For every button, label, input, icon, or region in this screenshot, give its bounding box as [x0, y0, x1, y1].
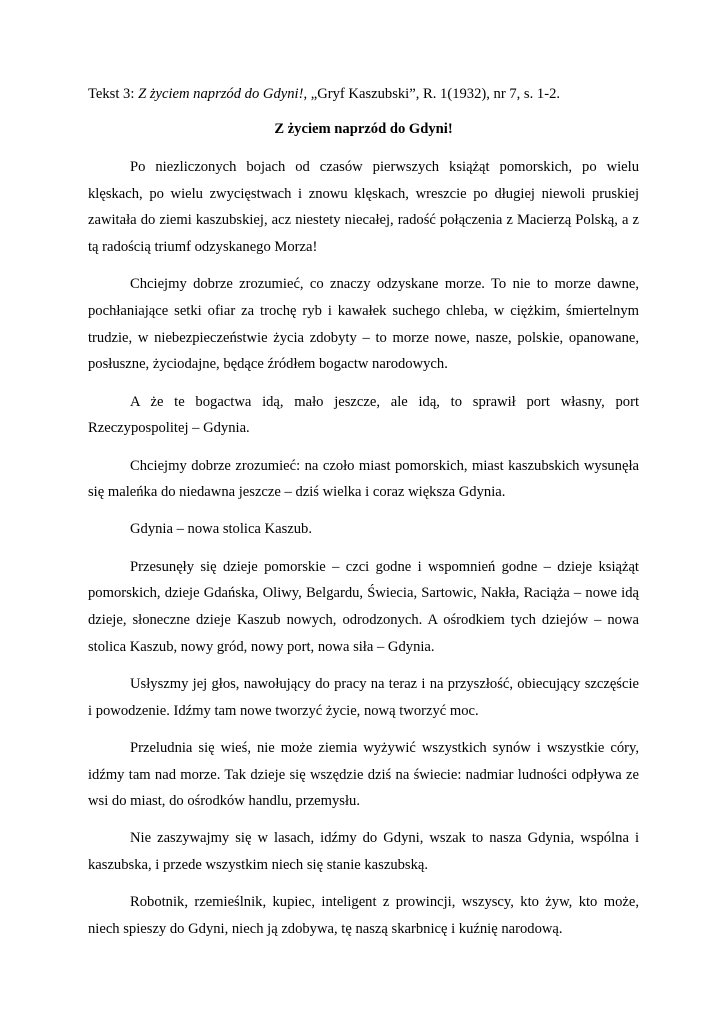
document-page: [88, 80, 639, 953]
paragraph: Przeludnia się wieś, nie może ziemia wyżywić wszystkich synów i wszystkie córy, idźmy tam nad morze. Tak dzieje się wszędzie dziś na świecie: nadmiar ludności odpływa ze wsi do miast, do ośrodków handlu, przemysłu.: [88, 739, 639, 810]
paragraph: Chciejmy dobrze zrozumieć, co znaczy odzyskane morze. To nie to morze dawne, pochłaniające setki ofiar za trochę ryb i kawałek suchego chleba, w ciężkim, śmiertelnym trudzie, w niebezpieczeństwie życia zdobyty – to morze nowe, nasze, polskie, opanowane, posłuszne, życiodajne, będące źródłem bogactw narodowych.: [88, 276, 639, 373]
paragraph: Po niezliczonych bojach od czasów pierwszych książąt pomorskich, po wielu klęskach, po wielu zwycięstwach i znowu klęskach, wreszcie po długiej niewoli pruskiej zawitała do ziemi kaszubskiej, acz niestety niecałej, radość połączenia z Macierzą Polską, a z tą radością triumf odzyskanego Morza!: [88, 159, 639, 256]
paragraph: Chciejmy dobrze zrozumieć: na czoło miast pomorskich, miast kaszubskich wysunęła się maleńka do niedawna jeszcze – dziś wielka i coraz większa Gdynia.: [88, 457, 639, 501]
paragraph: A że te bogactwa idą, mało jeszcze, ale idą, to sprawił port własny, port Rzeczypospolitej – Gdynia.: [88, 393, 639, 437]
source-prefix: Tekst 3:: [88, 86, 139, 102]
paragraph: Gdynia – nowa stolica Kaszub.: [130, 521, 312, 538]
paragraph: Robotnik, rzemieślnik, kupiec, inteligent z prowincji, wszyscy, kto żyw, kto może, niech spieszy do Gdyni, niech ją zdobywa, tę naszą skarbnicę i kuźnię narodową.: [88, 894, 639, 938]
source-suffix: , „Gryf Kaszubski”, R. 1(1932), nr 7, s. 1-2.: [303, 86, 561, 102]
paragraph: Usłyszmy jej głos, nawołujący do pracy na teraz i na przyszłość, obiecujący szczęście i powodzenie. Idźmy tam nowe tworzyć życie, nową tworzyć moc.: [88, 675, 639, 719]
source-citation: [88, 80, 639, 108]
paragraph: Przesunęły się dzieje pomorskie – czci godne i wspomnień godne – dzieje książąt pomorskich, dzieje Gdańska, Oliwy, Belgardu, Świecia, Sartowic, Nakła, Raciąża – nowe idą dzieje, słoneczne dzieje Kaszub nowych, odrodzonych. A ośrodkiem tych dziejów – nowa stolica Kaszub, nowy gród, nowy port, nowa siła – Gdynia.: [88, 558, 639, 655]
source-italic-title: Z życiem naprzód do Gdyni!: [138, 86, 304, 102]
paragraph: Nie zaszywajmy się w lasach, idźmy do Gdyni, wszak to nasza Gdynia, wspólna i kaszubska, i przede wszystkim niech się stanie kaszubską.: [88, 830, 639, 874]
article-title: Z życiem naprzód do Gdyni!: [274, 121, 453, 137]
